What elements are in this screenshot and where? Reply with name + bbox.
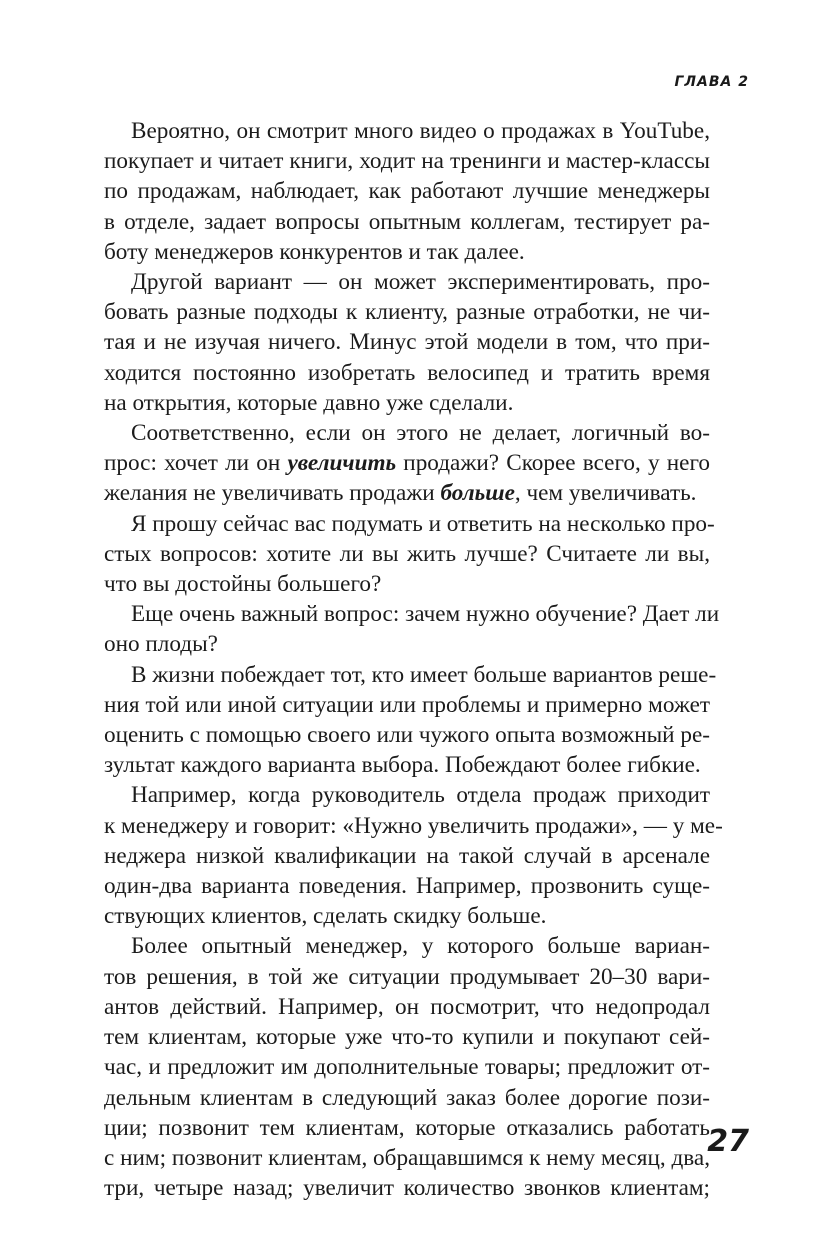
text-line: Вероятно, он смотрит много видео о продажах в YouTube,: [131, 118, 710, 144]
text-line: [104, 448, 710, 478]
text-line: оно плоды?: [104, 631, 218, 658]
paragraph-6: [104, 660, 717, 781]
emphasized-word: увеличить: [287, 450, 397, 477]
text-line: [104, 478, 710, 508]
text-line: тая и не изучая ничего. Минус этой модели в том, что при-: [104, 329, 710, 356]
text-line: В жизни побеждает тот, кто имеет больше вариантов реше-: [131, 661, 717, 688]
text-line: зультат каждого варианта выбора. Побеждают более гибкие.: [104, 752, 701, 779]
paragraph-5: [104, 599, 720, 659]
text-line: антов действий. Например, он посмотрит, что недопродал: [104, 993, 710, 1020]
text-line: тов решения, в той же ситуации продумывает 20–30 вари-: [104, 963, 710, 990]
text-line: ния той или иной ситуации или проблемы и примерно может: [104, 691, 710, 718]
chapter-running-head: ГЛАВА 2: [674, 74, 749, 90]
emphasized-word: больше: [440, 480, 515, 507]
text-line: покупает и читает книги, ходит на тренинги и мастер-классы: [104, 148, 710, 175]
text-line: ходится постоянно изобретать велосипед и тратить время: [104, 359, 710, 386]
text-line: что вы достойны большего?: [104, 571, 382, 598]
text-run: прос: хочет ли он: [104, 450, 288, 477]
text-line: тем клиентам, которые уже что-то купили и покупают сей-: [104, 1024, 710, 1051]
text-line: один-два варианта поведения. Например, прозвонить суще-: [104, 873, 710, 900]
text-line: неджера низкой квалификации на такой случай в арсенале: [104, 842, 710, 869]
paragraph-4: [104, 509, 715, 600]
text-line: на открытия, которые давно уже сделали.: [104, 389, 514, 416]
paragraph-1: [104, 116, 710, 267]
text-line: к менеджеру и говорит: «Нужно увеличить продажи», — у ме-: [104, 812, 723, 839]
text-line: час, и предложит им дополнительные товары; предложит от-: [104, 1054, 710, 1081]
text-line: Еще очень важный вопрос: зачем нужно обучение? Дает ли: [131, 601, 720, 628]
text-line: Более опытный менеджер, у которого больше вариан-: [131, 933, 710, 960]
paragraph-8: [104, 931, 710, 1203]
paragraph-3: [104, 418, 710, 509]
text-line: по продажам, наблюдает, как работают лучшие менеджеры: [104, 178, 710, 205]
body-text: [104, 116, 723, 1203]
text-line: три, четыре назад; увеличит количество звонков клиентам;: [104, 1175, 710, 1202]
text-line: стых вопросов: хотите ли вы жить лучше? Считаете ли вы,: [104, 540, 710, 567]
text-line: Соответственно, если он этого не делает, логичный во-: [131, 420, 710, 447]
text-run: продажи? Скорее всего, у него: [396, 450, 711, 477]
paragraph-2: [104, 267, 710, 418]
paragraph-7: [104, 780, 723, 931]
text-line: оценить с помощью своего или чужого опыта возможный ре-: [104, 722, 710, 749]
text-line: дельным клиентам в следующий заказ более дорогие пози-: [104, 1084, 710, 1111]
text-line: бовать разные подходы к клиенту, разные отработки, не чи-: [104, 299, 710, 326]
text-line: Другой вариант — он может экспериментировать, про-: [131, 269, 710, 296]
text-line: боту менеджеров конкурентов и так далее.: [104, 238, 525, 265]
text-line: ствующих клиентов, сделать скидку больше.: [104, 903, 547, 930]
page-number: 27: [707, 1124, 749, 1159]
text-line: ции; позвонит тем клиентам, которые отказались работать: [104, 1114, 710, 1141]
text-line: с ним; позвонит клиентам, обращавшимся к нему месяц, два,: [104, 1144, 710, 1171]
text-line: в отделе, задает вопросы опытным коллегам, тестирует ра-: [104, 208, 710, 235]
text-line: Например, когда руководитель отдела продаж приходит: [131, 782, 710, 809]
text-line: Я прошу сейчас вас подумать и ответить на несколько про-: [131, 510, 715, 537]
text-run: , чем увеличивать.: [514, 480, 697, 507]
text-run: желания не увеличивать продажи: [104, 480, 441, 507]
